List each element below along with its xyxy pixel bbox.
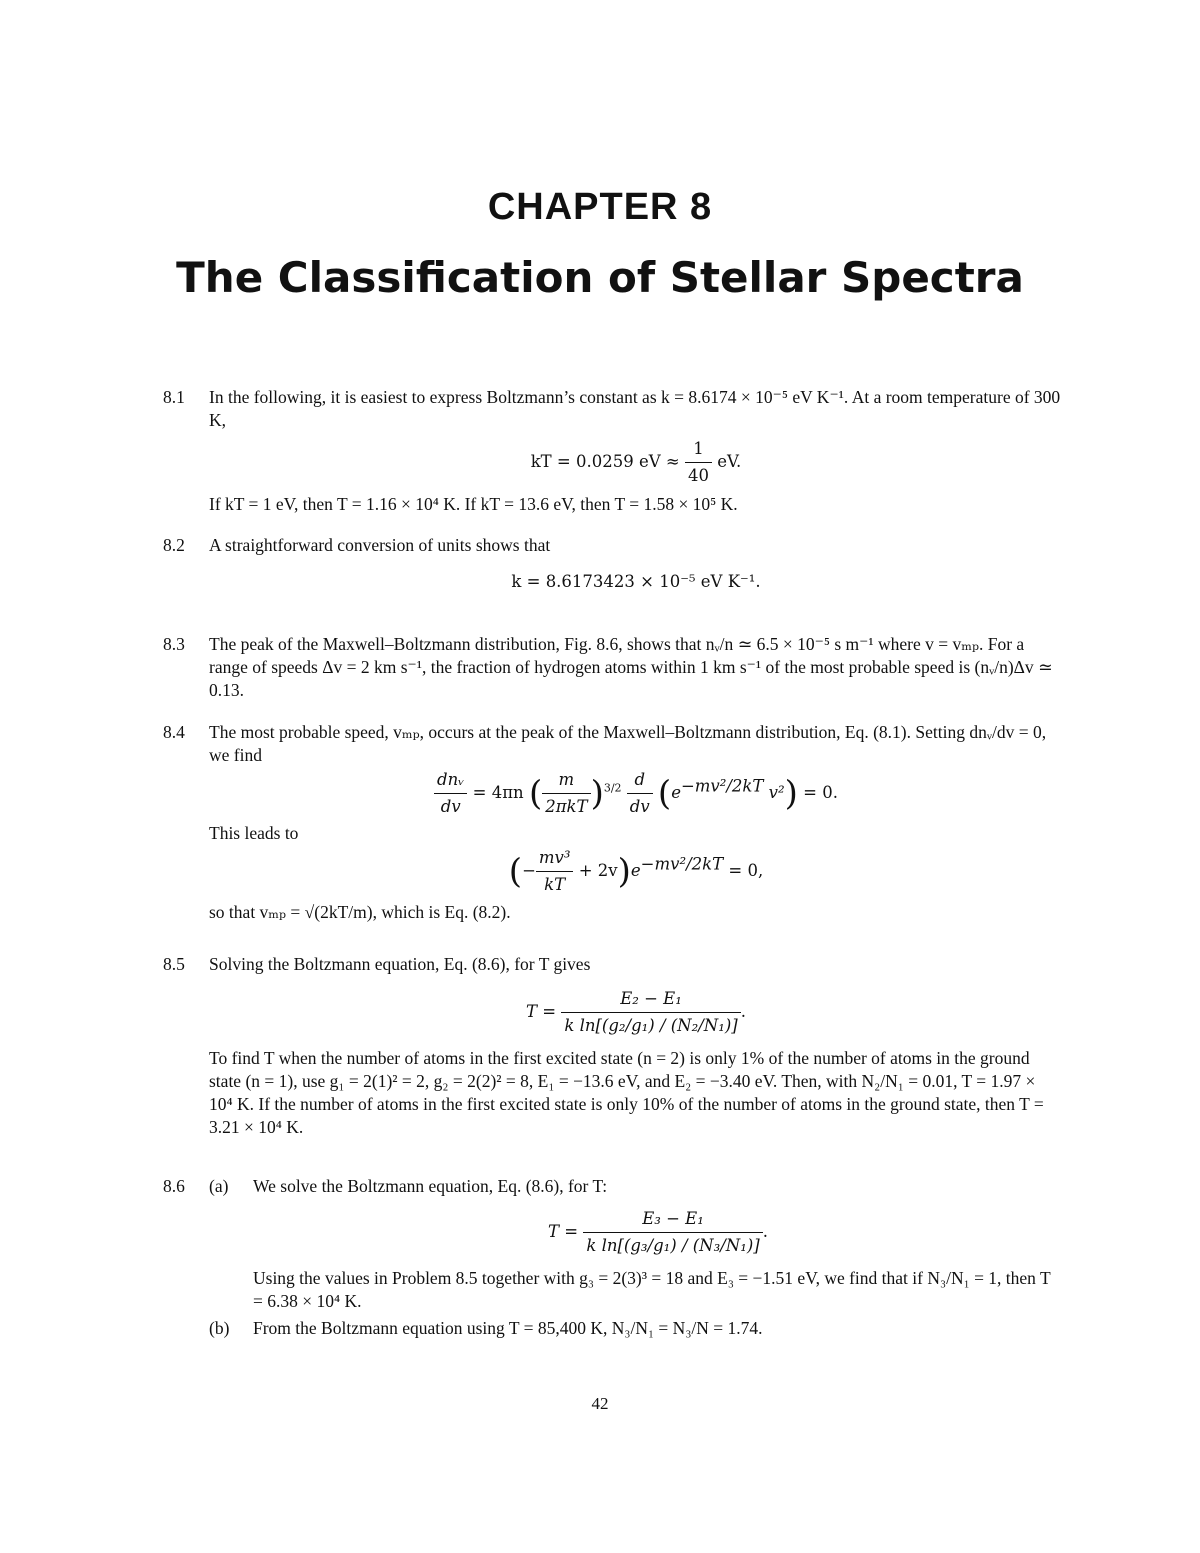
problem-text: Using the values in Problem 8.5 together with g₃ = 2(3)³ = 18 and E₃ = −1.51 eV, we find that if N₃/N₁ = 1, then T = 6.38 × 10⁴ K. xyxy=(253,1267,1051,1311)
problem-number: 8.2 xyxy=(163,535,185,555)
exponent: 3/2 xyxy=(603,781,622,795)
sub-item-a xyxy=(209,1175,1063,1313)
problem-8-3 xyxy=(163,633,1063,702)
problem-number: 8.1 xyxy=(163,387,185,407)
paren: ) xyxy=(784,773,798,814)
problem-text: so that vₘₚ = √(2kT/m), which is Eq. (8.2). xyxy=(209,902,511,923)
sub-label: (b) xyxy=(209,1317,230,1338)
equation-k: k = 8.6173423 × 10⁻⁵ eV K⁻¹. xyxy=(511,572,761,592)
fraction-numerator: m xyxy=(542,769,590,794)
problem-text: To find T when the number of atoms in the first excited state (n = 2) is only 1% of the number of atoms in the ground state (n = 1), use g₁ = 2(1)² = 2, g₂ = 2(2)² = 8, E₁ = −13.6 eV, and E₂ = −3.40 eV. Then, with N₂/N₁ = 0.01, T = 1.97 × 10⁴ K. If the number of atoms in the first excited state is only 10% of the number of atoms in the ground state, then T = 3.21 × 10⁴ K. xyxy=(209,1047,1044,1137)
equation-temperature-3 xyxy=(253,1208,1063,1257)
paren: ) xyxy=(590,773,604,814)
fraction xyxy=(583,1208,762,1257)
equation-part: eV. xyxy=(717,451,742,471)
chapter-label: CHAPTER 8 xyxy=(487,186,713,228)
sub-item-b xyxy=(163,1317,1063,1340)
fraction-numerator: d xyxy=(627,769,653,794)
problem-text: The most probable speed, vₘₚ, occurs at the peak of the Maxwell–Boltzmann distribution, Eq. (8.1). Setting dnᵥ/dv = 0, we find xyxy=(209,722,1047,766)
paren: ( xyxy=(508,851,523,892)
problem-text: The peak of the Maxwell–Boltzmann distribution, Fig. 8.6, shows that nᵥ/n ≃ 6.5 × 10⁻⁵ s m⁻¹ where v = vₘₚ. For a range of speeds Δv = 2 km s⁻¹, the fraction of hydrogen atoms within 1 km s⁻¹ of the most probable speed is (nᵥ/n)Δv ≃ 0.13. xyxy=(209,634,1053,701)
fraction-numerator: E₃ − E₁ xyxy=(583,1208,762,1233)
equation-derivative xyxy=(209,769,1063,818)
problem-text: From the Boltzmann equation using T = 85,400 K, N₃/N₁ = N₃/N = 1.74. xyxy=(253,1317,763,1338)
paren: ) xyxy=(617,851,631,892)
problem-text: We solve the Boltzmann equation, Eq. (8.6), for T: xyxy=(253,1176,608,1196)
fraction-numerator: E₂ − E₁ xyxy=(561,988,740,1013)
equation-kt xyxy=(209,438,1063,487)
problem-text: In the following, it is easiest to express Boltzmann’s constant as k = 8.6174 × 10⁻⁵ eV K⁻¹. At a room temperature of 300 K, xyxy=(209,387,1061,431)
equation-part: = 4πn xyxy=(472,782,524,802)
fraction-denominator: k ln[(g₂/g₁) / (N₂/N₁)] xyxy=(564,1015,738,1035)
fraction-numerator: dnᵥ xyxy=(434,769,467,794)
problem-number: 8.3 xyxy=(163,634,185,654)
fraction xyxy=(627,769,653,818)
problem-text: This leads to xyxy=(209,822,299,843)
problem-number: 8.5 xyxy=(163,954,185,974)
fraction-denominator: 2πkT xyxy=(545,796,588,816)
fraction-denominator: 40 xyxy=(688,465,709,485)
problem-text: If kT = 1 eV, then T = 1.16 × 10⁴ K. If kT = 13.6 eV, then T = 1.58 × 10⁵ K. xyxy=(209,493,738,514)
fraction xyxy=(542,769,590,818)
equation-part: T = xyxy=(526,1001,557,1021)
equation-part: = 0, xyxy=(728,860,764,880)
problem-text: Solving the Boltzmann equation, Eq. (8.6), for T gives xyxy=(209,954,591,974)
problem-8-5 xyxy=(163,953,1063,1139)
equation-temperature xyxy=(209,988,1063,1037)
fraction-denominator: dv xyxy=(440,796,461,816)
problem-number: 8.4 xyxy=(163,722,185,742)
equation-part: − xyxy=(522,860,536,880)
equation-leads-to xyxy=(209,847,1063,896)
page-number: 42 xyxy=(591,1394,609,1413)
exponent: −mv²/2kT xyxy=(680,776,764,796)
chapter-title: The Classification of Stellar Spectra xyxy=(176,253,1024,302)
fraction xyxy=(561,988,740,1037)
problem-8-4 xyxy=(163,721,1063,924)
problem-number: 8.6 xyxy=(163,1176,185,1196)
fraction-numerator: 1 xyxy=(685,438,712,463)
fraction-numerator: mv³ xyxy=(536,847,574,872)
equation-part: + 2v xyxy=(578,860,618,880)
fraction-denominator: dv xyxy=(629,796,650,816)
paren: ( xyxy=(657,773,672,814)
equation-part: e xyxy=(671,782,681,802)
problem-text: A straightforward conversion of units shows that xyxy=(209,535,551,555)
equation-part: kT = 0.0259 eV ≈ xyxy=(530,451,680,471)
exponent: −mv²/2kT xyxy=(640,854,724,874)
fraction-denominator: kT xyxy=(544,874,566,894)
equation-part: v² xyxy=(768,782,785,802)
equation-part: T = xyxy=(548,1221,579,1241)
problem-8-1 xyxy=(163,386,1063,516)
equation-part: . xyxy=(740,1001,746,1021)
fraction-denominator: k ln[(g₃/g₁) / (N₃/N₁)] xyxy=(586,1235,760,1255)
problem-8-6 xyxy=(163,1175,1063,1340)
fraction xyxy=(536,847,574,896)
sub-label: (a) xyxy=(209,1176,229,1196)
fraction xyxy=(434,769,467,818)
problem-8-2 xyxy=(163,534,1063,599)
paren: ( xyxy=(528,773,543,814)
fraction xyxy=(685,438,712,487)
equation-part: = 0. xyxy=(803,782,838,802)
equation-part: e xyxy=(630,860,641,880)
equation-part: . xyxy=(762,1221,768,1241)
